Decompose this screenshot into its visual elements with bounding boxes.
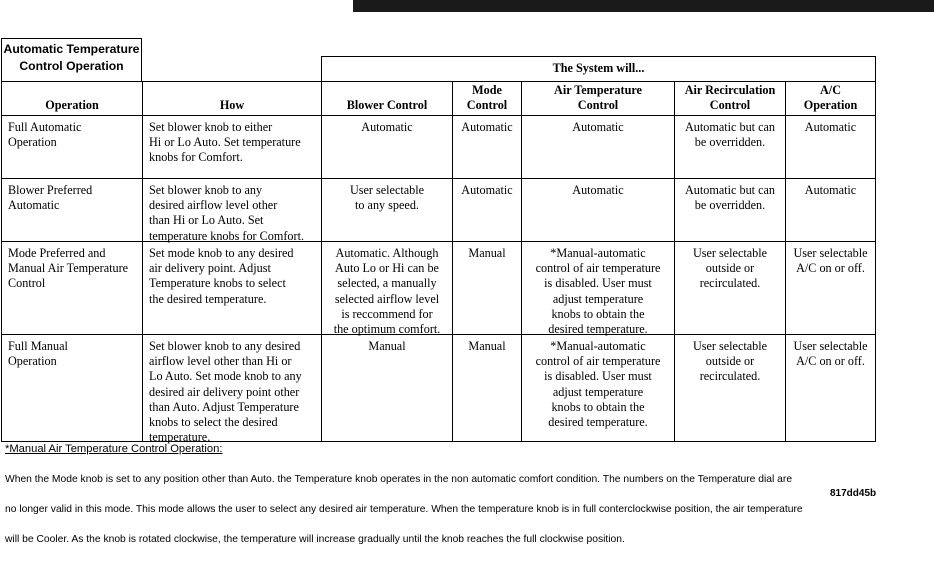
row2-blower: User selectable to any speed. [321,178,453,242]
header-ac-operation: A/C Operation [785,81,876,116]
row1-blower: Automatic [321,115,453,179]
row4-recirc: User selectable outside or recirculated. [674,334,786,442]
row1-airtemp: Automatic [521,115,675,179]
row2-ac: Automatic [785,178,876,242]
table-title-line2: Control Operation [19,59,124,73]
row1-how: Set blower knob to either Hi or Lo Auto. Set temperature knobs for Comfort. [142,115,322,179]
figure-code: 817dd45b [830,488,877,499]
footnote-body [5,457,825,562]
header-air-temperature-control: Air Temperature Control [521,81,675,116]
row1-mode: Automatic [452,115,522,179]
header-blower-control: Blower Control [321,81,453,116]
row4-mode: Manual [452,334,522,442]
top-dark-bar [353,0,934,12]
row4-operation: Full Manual Operation [1,334,143,442]
row1-operation: Full Automatic Operation [1,115,143,179]
footnote-title: *Manual Air Temperature Control Operation: [5,443,223,455]
row2-airtemp: Automatic [521,178,675,242]
footnote-line1: When the Mode knob is set to any position other than Auto. the Temperature knob operates in the non automatic comfort condition. The numbers on the Temperature dial are [5,474,793,485]
system-will-header [321,56,876,82]
row3-operation: Mode Preferred and Manual Air Temperature Control [1,241,143,335]
row4-how: Set blower knob to any desired airflow level other than Hi or Lo Auto. Set mode knob to any desired air delivery point other than Auto. Adjust Temperature knobs to select the desired temperature. [142,334,322,442]
row3-how: Set mode knob to any desired air delivery point. Adjust Temperature knobs to select the desired temperature. [142,241,322,335]
table-title-line1: Automatic Temperature [3,42,140,56]
row2-recirc: Automatic but can be overridden. [674,178,786,242]
header-air-recirculation-control: Air Recirculation Control [674,81,786,116]
row1-ac: Automatic [785,115,876,179]
row3-recirc: User selectable outside or recirculated. [674,241,786,335]
row2-mode: Automatic [452,178,522,242]
row2-operation: Blower Preferred Automatic [1,178,143,242]
header-mode-control: Mode Control [452,81,522,116]
row3-airtemp: *Manual-automatic control of air temperature is disabled. User must adjust temperature knobs to obtain the desired temperature. [521,241,675,335]
row1-recirc: Automatic but can be overridden. [674,115,786,179]
footnote-line2: no longer valid in this mode. This mode allows the user to select any desired air temperature. When the temperature knob is in full conterclockwise position, the air temperature [5,504,803,515]
header-how: How [142,81,322,116]
row2-how: Set blower knob to any desired airflow level other than Hi or Lo Auto. Set temperature knobs for Comfort. [142,178,322,242]
row4-ac: User selectable A/C on or off. [785,334,876,442]
row3-blower: Automatic. Although Auto Lo or Hi can be selected, a manually selected airflow level is reccommend for the optimum comfort. [321,241,453,335]
row3-mode: Manual [452,241,522,335]
row4-blower: Manual [321,334,453,442]
row3-ac: User selectable A/C on or off. [785,241,876,335]
footnote-line3: will be Cooler. As the knob is rotated clockwise, the temperature will increase gradually until the knob reaches the full clockwise position. [5,534,625,545]
row4-airtemp: *Manual-automatic control of air temperature is disabled. User must adjust temperature knobs to obtain the desired temperature. [521,334,675,442]
system-will-label: The System will... [552,61,645,75]
header-operation: Operation [1,81,143,116]
table-title [1,38,142,82]
